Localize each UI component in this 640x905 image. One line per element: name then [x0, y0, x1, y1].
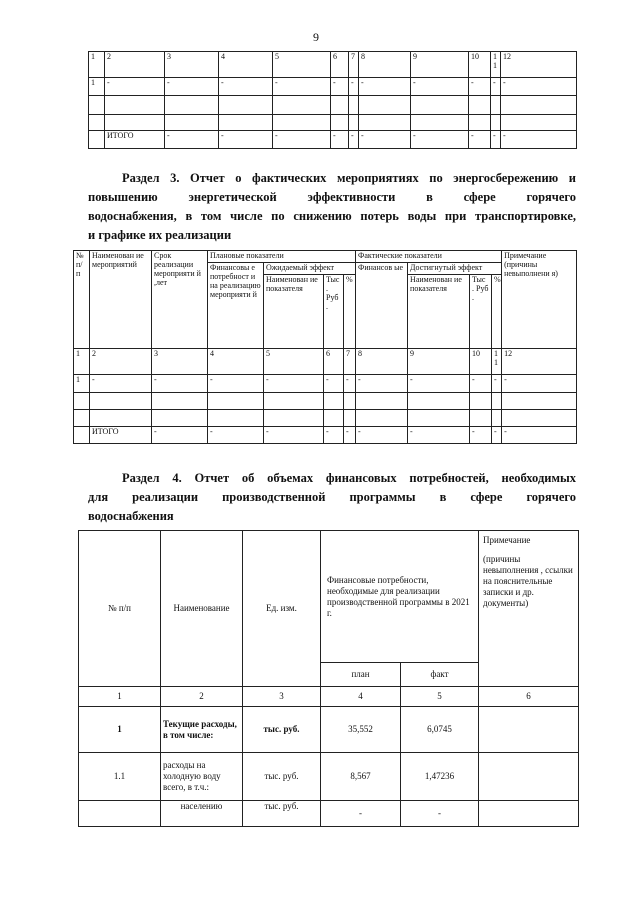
table-cell: расходы на холодную воду всего, в т.ч.: — [161, 753, 243, 801]
table-cell: - — [470, 375, 492, 393]
table-cell: - — [90, 375, 152, 393]
table-cell: - — [219, 78, 273, 96]
table-cell: 6 — [324, 349, 344, 375]
table-row — [74, 375, 577, 393]
table-row — [79, 753, 579, 801]
table-cell: - — [324, 375, 344, 393]
table-row — [74, 349, 577, 375]
table-cell: - — [331, 78, 349, 96]
table-cell — [74, 427, 90, 444]
table-cell: - — [349, 78, 359, 96]
page-number: 9 — [313, 30, 319, 44]
table-cell: 4 — [208, 349, 264, 375]
table-cell: - — [165, 78, 219, 96]
table-cell: 35,552 — [321, 707, 401, 753]
table-cell: 5 — [401, 687, 479, 707]
table-cell: - — [469, 131, 491, 149]
table-cell: - — [492, 375, 502, 393]
table-cell: - — [331, 131, 349, 149]
table-cell: 3 — [243, 687, 321, 707]
table-cell: 7 — [344, 349, 356, 375]
table-cell: - — [411, 131, 469, 149]
header-fin-plan: Финансовы е потребност и на реализацию мероприяти й — [208, 263, 264, 349]
table-cell: - — [273, 78, 331, 96]
header-thous-rub: Тыс . Руб . — [324, 275, 344, 349]
table-cell: 5 — [264, 349, 324, 375]
header-thous-rub: Тыс . Руб . — [470, 275, 492, 349]
table-cell: - — [408, 427, 470, 444]
heading-line: водоснабжения — [88, 509, 174, 523]
table-cell: 1 — [89, 52, 105, 78]
table-cell: 9 — [408, 349, 470, 375]
heading-line: для реализации производственной программы в сфере горячего — [88, 490, 576, 504]
header-indicator: Наименован ие показателя — [264, 275, 324, 349]
table-cell: - — [401, 801, 479, 827]
table-row — [74, 410, 577, 427]
table-cell: - — [349, 131, 359, 149]
table-cell: 4 — [321, 687, 401, 707]
table-cell: - — [491, 78, 501, 96]
note-title: Примечание — [483, 535, 531, 545]
table-cell: тыс. руб. — [243, 801, 321, 827]
table-cell: - — [359, 131, 411, 149]
table-cell: 1 — [74, 375, 90, 393]
header-term: Срок реализации мероприяти й ,лет — [152, 251, 208, 349]
table-cell: - — [491, 131, 501, 149]
table-cell: - — [152, 427, 208, 444]
table-cell: - — [324, 427, 344, 444]
table-cell — [479, 707, 579, 753]
note-body: (причины невыполнения , ссылки на пояснительные записки и др. документы) — [483, 554, 573, 608]
heading-line: повышению энергетической эффективности в сфере горячего — [88, 190, 576, 204]
table-cell — [479, 753, 579, 801]
table-row — [74, 393, 577, 410]
table-cell: 8 — [356, 349, 408, 375]
header-indicator: Наименован ие показателя — [408, 275, 470, 349]
table-row — [79, 687, 579, 707]
fin-needs-label: Финансовые потребности, необходимые для реализации производственной программы в 2021 г. — [327, 574, 470, 618]
table-cell: 2 — [161, 687, 243, 707]
table-cell: - — [501, 78, 577, 96]
table-cell: - — [502, 427, 577, 444]
header-fin-needs — [321, 531, 479, 663]
continuation-table — [88, 51, 577, 149]
table-cell: - — [219, 131, 273, 149]
table-cell — [89, 131, 105, 149]
table-cell: 1 — [74, 349, 90, 375]
table-cell: - — [359, 78, 411, 96]
table-cell: - — [356, 427, 408, 444]
table-cell: - — [411, 78, 469, 96]
table-cell: 3 — [152, 349, 208, 375]
total-row — [89, 131, 577, 149]
header-expected: Ожидаемый эффект — [264, 263, 356, 275]
table-cell: - — [344, 375, 356, 393]
header-unit: Ед. изм. — [243, 531, 321, 687]
table-cell: ИТОГО — [105, 131, 165, 149]
header-planned: Плановые показатели — [208, 251, 356, 263]
table-cell: - — [273, 131, 331, 149]
table-cell: - — [208, 375, 264, 393]
table-cell: - — [408, 375, 470, 393]
table-cell: - — [165, 131, 219, 149]
table-cell: 9 — [411, 52, 469, 78]
table-row — [79, 707, 579, 753]
table-cell: - — [470, 427, 492, 444]
table-cell: тыс. руб. — [243, 753, 321, 801]
header-name: Наименование — [161, 531, 243, 687]
table-cell: 5 — [273, 52, 331, 78]
table-cell: 1.1 — [79, 753, 161, 801]
table-cell — [479, 801, 579, 827]
table-cell: 6 — [331, 52, 349, 78]
table-row — [89, 78, 577, 96]
table-cell: Текущие расходы, в том числе: — [161, 707, 243, 753]
table-cell: - — [264, 427, 324, 444]
table-cell: 2 — [90, 349, 152, 375]
table-cell: - — [469, 78, 491, 96]
table-cell: - — [152, 375, 208, 393]
table-cell: - — [501, 131, 577, 149]
table-cell: 1 1 — [491, 52, 501, 78]
table-cell: - — [264, 375, 324, 393]
header-actual: Фактические показатели — [356, 251, 502, 263]
table-cell: 6,0745 — [401, 707, 479, 753]
total-row — [74, 427, 577, 444]
table-cell: 1 1 — [492, 349, 502, 375]
section3-table — [73, 250, 577, 444]
table-cell: - — [356, 375, 408, 393]
table-cell — [79, 801, 161, 827]
table-cell: 1,47236 — [401, 753, 479, 801]
table-cell: 3 — [165, 52, 219, 78]
header-num: № п/ п — [74, 251, 90, 349]
table-cell: - — [105, 78, 165, 96]
heading-line: водоснабжения, в том числе по снижению потерь воды при транспортировке, — [88, 209, 576, 223]
table-cell: 1 — [79, 707, 161, 753]
header-note — [479, 531, 579, 687]
table-row — [89, 96, 577, 115]
section3-heading — [88, 169, 576, 245]
table-cell: - — [321, 801, 401, 827]
heading-line: Раздел 4. Отчет об объемах финансовых потребностей, необходимых — [122, 471, 576, 485]
header-fact: факт — [401, 663, 479, 687]
table-cell: ИТОГО — [90, 427, 152, 444]
table-cell: - — [344, 427, 356, 444]
header-num: № п/п — [79, 531, 161, 687]
header-name: Наименован ие мероприятий — [90, 251, 152, 349]
header-plan: план — [321, 663, 401, 687]
table-cell: - — [502, 375, 577, 393]
header-achieved: Достигнутый эффект — [408, 263, 502, 275]
heading-line: Раздел 3. Отчет о фактических мероприятиях по энергосбережению и — [122, 171, 576, 185]
table-cell: 7 — [349, 52, 359, 78]
table-cell: 10 — [470, 349, 492, 375]
table-row — [79, 801, 579, 827]
table-cell: 10 — [469, 52, 491, 78]
header-percent: % — [492, 275, 502, 349]
table-cell: - — [208, 427, 264, 444]
table-cell: 1 — [79, 687, 161, 707]
section4-table — [78, 530, 579, 827]
table-cell: 4 — [219, 52, 273, 78]
table-cell: 1 — [89, 78, 105, 96]
table-cell: 6 — [479, 687, 579, 707]
table-cell: 8,567 — [321, 753, 401, 801]
table-row — [89, 115, 577, 131]
table-cell: 2 — [105, 52, 165, 78]
section4-heading — [88, 469, 576, 526]
table-cell: 12 — [502, 349, 577, 375]
header-fin-fact: Финансов ые — [356, 263, 408, 349]
table-row — [89, 52, 577, 78]
table-cell: - — [492, 427, 502, 444]
table-cell: 12 — [501, 52, 577, 78]
header-note: Примечание (причины невыполнени я) — [502, 251, 577, 349]
table-cell: 8 — [359, 52, 411, 78]
header-percent: % — [344, 275, 356, 349]
table-cell: населению — [161, 801, 243, 827]
heading-line: и графике их реализации — [88, 228, 232, 242]
table-cell: тыс. руб. — [243, 707, 321, 753]
